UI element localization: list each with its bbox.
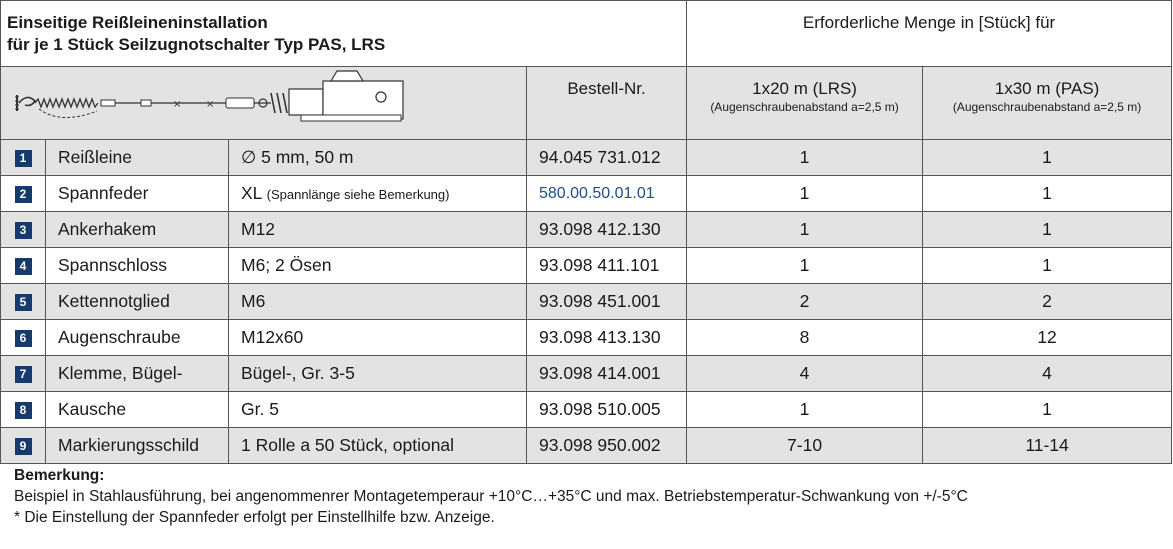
pas-column-heading bbox=[923, 67, 1172, 140]
item-description: M6; 2 Ösen bbox=[229, 248, 527, 284]
order-number: 93.098 451.001 bbox=[527, 284, 687, 320]
item-number-badge: 5 bbox=[15, 294, 32, 311]
qty-pas: 11-14 bbox=[923, 428, 1172, 464]
item-description: Gr. 5 bbox=[229, 392, 527, 428]
qty-lrs: 1 bbox=[687, 212, 923, 248]
svg-text:×: × bbox=[173, 99, 182, 110]
qty-lrs: 8 bbox=[687, 320, 923, 356]
item-name: Reißleine bbox=[46, 140, 229, 176]
pas-column-title: 1x30 m (PAS) bbox=[994, 79, 1100, 98]
quantity-heading: Erforderliche Menge in [Stück] für bbox=[687, 1, 1172, 67]
qty-lrs: 4 bbox=[687, 356, 923, 392]
order-number: 93.098 510.005 bbox=[527, 392, 687, 428]
item-number-badge: 1 bbox=[15, 150, 32, 167]
title-line-1: Einseitige Reißleineninstallation bbox=[7, 12, 268, 32]
item-number-badge: 2 bbox=[15, 186, 32, 203]
header-row-2 bbox=[1, 67, 1172, 140]
table-row bbox=[1, 320, 1172, 356]
qty-lrs: 1 bbox=[687, 140, 923, 176]
remarks-line-1: Beispiel in Stahlausführung, bei angenommenrer Montagetemperaur +10°C…+35°C und max. Betriebstemperatur-Schwankung von +/-5°C bbox=[14, 488, 968, 505]
qty-pas: 1 bbox=[923, 176, 1172, 212]
item-number-badge: 6 bbox=[15, 330, 32, 347]
table-row bbox=[1, 212, 1172, 248]
qty-pas: 1 bbox=[923, 140, 1172, 176]
item-name: Kausche bbox=[46, 392, 229, 428]
item-description: M6 bbox=[229, 284, 527, 320]
qty-lrs: 1 bbox=[687, 248, 923, 284]
item-number-badge: 9 bbox=[15, 438, 32, 455]
remarks-section bbox=[14, 465, 968, 528]
order-number: 93.098 412.130 bbox=[527, 212, 687, 248]
item-number-badge: 7 bbox=[15, 366, 32, 383]
lrs-column-heading bbox=[687, 67, 923, 140]
item-description: M12x60 bbox=[229, 320, 527, 356]
qty-lrs: 1 bbox=[687, 392, 923, 428]
qty-pas: 1 bbox=[923, 212, 1172, 248]
order-number: 94.045 731.012 bbox=[527, 140, 687, 176]
table-row bbox=[1, 248, 1172, 284]
item-name: Ankerhakem bbox=[46, 212, 229, 248]
title-line-2: für je 1 Stück Seilzugnotschalter Typ PAS, LRS bbox=[7, 34, 386, 54]
order-number-heading: Bestell-Nr. bbox=[527, 67, 687, 140]
item-name: Spannfeder bbox=[46, 176, 229, 212]
item-description: ∅ 5 mm, 50 m bbox=[229, 140, 527, 176]
qty-pas: 4 bbox=[923, 356, 1172, 392]
remarks-title: Bemerkung: bbox=[14, 467, 105, 484]
lrs-column-subtitle: (Augenschraubenabstand a=2,5 m) bbox=[710, 100, 899, 114]
lrs-column-title: 1x20 m (LRS) bbox=[752, 79, 857, 98]
qty-lrs: 7-10 bbox=[687, 428, 923, 464]
qty-lrs: 2 bbox=[687, 284, 923, 320]
pas-column-subtitle: (Augenschraubenabstand a=2,5 m) bbox=[952, 100, 1142, 114]
item-name: Spannschloss bbox=[46, 248, 229, 284]
qty-pas: 1 bbox=[923, 392, 1172, 428]
rope-installation-illustration bbox=[1, 67, 527, 134]
item-description: Bügel-, Gr. 3-5 bbox=[229, 356, 527, 392]
qty-lrs: 1 bbox=[687, 176, 923, 212]
remarks-line-2: * Die Einstellung der Spannfeder erfolgt per Einstellhilfe bzw. Anzeige. bbox=[14, 509, 495, 526]
order-number: 580.00.50.01.01 bbox=[527, 176, 687, 212]
table-row bbox=[1, 284, 1172, 320]
qty-pas: 12 bbox=[923, 320, 1172, 356]
order-number: 93.098 411.101 bbox=[527, 248, 687, 284]
item-number-badge: 3 bbox=[15, 222, 32, 239]
order-number: 93.098 950.002 bbox=[527, 428, 687, 464]
table-row bbox=[1, 392, 1172, 428]
table-row bbox=[1, 140, 1172, 176]
header-row-1 bbox=[1, 1, 1172, 67]
item-description: 1 Rolle a 50 Stück, optional bbox=[229, 428, 527, 464]
qty-pas: 2 bbox=[923, 284, 1172, 320]
qty-pas: 1 bbox=[923, 248, 1172, 284]
item-description: XL (Spannlänge siehe Bemerkung) bbox=[229, 176, 527, 212]
installation-drawing bbox=[1, 67, 527, 140]
item-name: Klemme, Bügel- bbox=[46, 356, 229, 392]
order-number: 93.098 414.001 bbox=[527, 356, 687, 392]
svg-text:×: × bbox=[206, 99, 215, 110]
order-number: 93.098 413.130 bbox=[527, 320, 687, 356]
item-name: Augenschraube bbox=[46, 320, 229, 356]
table-row bbox=[1, 428, 1172, 464]
item-name: Markierungsschild bbox=[46, 428, 229, 464]
item-number-badge: 4 bbox=[15, 258, 32, 275]
item-name: Kettennotglied bbox=[46, 284, 229, 320]
item-number-badge: 8 bbox=[15, 402, 32, 419]
table-title bbox=[1, 1, 687, 67]
item-description: M12 bbox=[229, 212, 527, 248]
table-row bbox=[1, 176, 1172, 212]
table-row bbox=[1, 356, 1172, 392]
